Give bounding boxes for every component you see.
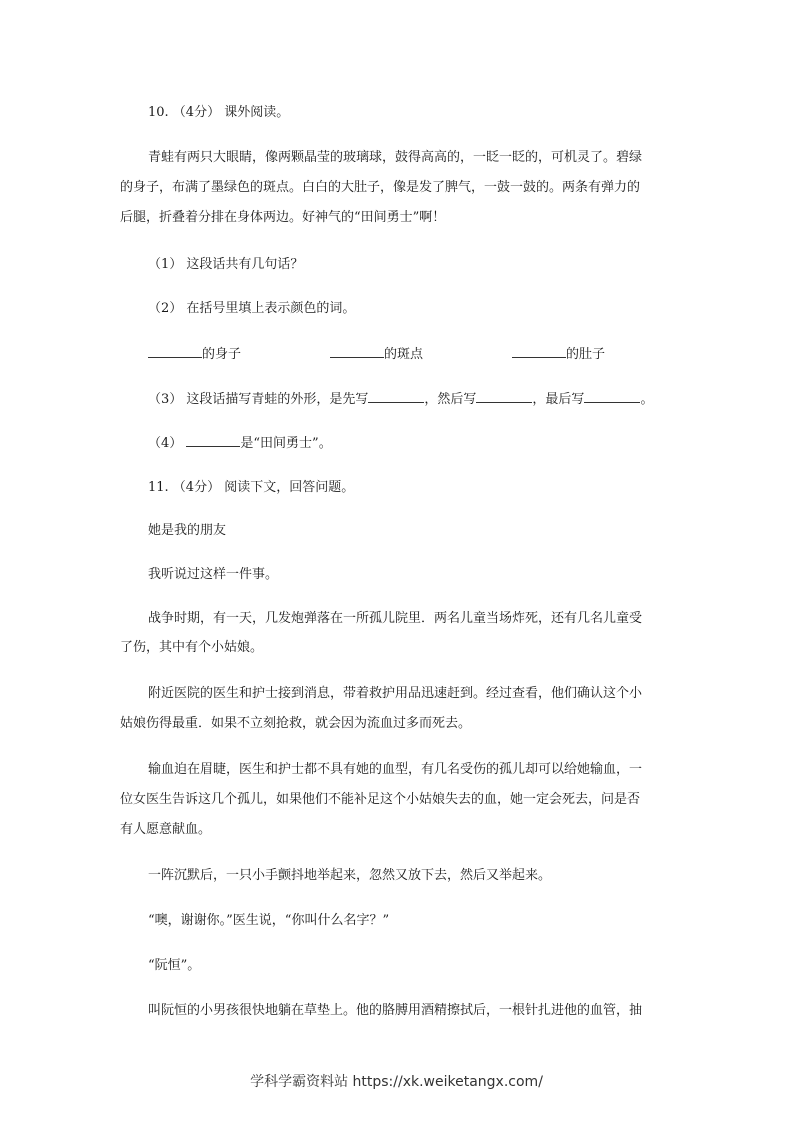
story-paragraph-line: 一阵沉默后，一只小手颤抖地举起来，忽然又放下去，然后又举起来。: [148, 868, 552, 883]
story-title: 她是我的朋友: [148, 523, 227, 538]
q10-sub-question-3: （3） 这段话描写青蛙的外形，是先写 ，然后写 ，最后写 。: [148, 392, 654, 407]
q10-sub-question-1: （1） 这段话共有几句话？: [148, 257, 304, 272]
q10-passage-line-1: 青蛙有两只大眼睛，像两颗晶莹的玻璃球，鼓得高高的，一眨一眨的，可机灵了。碧绿: [148, 150, 643, 165]
question-10-header: 10. （4分） 课外阅读。: [148, 105, 290, 120]
story-paragraph-line: 我听说过这样一件事。: [148, 567, 279, 582]
q10-sub-question-2: （2） 在括号里填上表示颜色的词。: [148, 301, 356, 316]
fill-blank-body: 的身子: [148, 345, 241, 363]
story-paragraph-line: 战争时期，有一天，几发炮弹落在一所孤儿院里．两名儿童当场炸死，还有几名儿童受: [148, 611, 643, 626]
story-paragraph-line: 附近医院的医生和护士接到消息，带着救护用品迅速赶到。经过查看，他们确认这个小: [148, 686, 643, 701]
answer-blank[interactable]: [148, 345, 202, 358]
story-paragraph-line: 姑娘伤得最重．如果不立刻抢救，就会因为流血过多而死去。: [120, 716, 472, 731]
story-paragraph-line: “阮恒”。: [148, 958, 201, 973]
answer-blank[interactable]: [330, 345, 384, 358]
q10-passage-line-2: 的身子，布满了墨绿色的斑点。白白的大肚子，像是发了脾气，一鼓一鼓的。两条有弹力的: [120, 180, 641, 195]
fill-blank-spots: 的斑点: [330, 345, 423, 363]
story-paragraph-line: 有人愿意献血。: [120, 822, 212, 837]
story-paragraph-line: “噢，谢谢你。”医生说，“你叫什么名字？”: [148, 913, 390, 928]
answer-blank[interactable]: [186, 434, 240, 447]
q10-passage-line-3: 后腿，折叠着分排在身体两边。好神气的“田间勇士”啊！: [120, 210, 446, 225]
answer-blank[interactable]: [584, 390, 640, 403]
answer-blank[interactable]: [476, 390, 532, 403]
story-paragraph-line: 输血迫在眉睫，医生和护士都不具有她的血型，有几名受伤的孤儿却可以给她输血，一: [148, 762, 643, 777]
answer-blank[interactable]: [512, 345, 566, 358]
answer-blank[interactable]: [368, 390, 424, 403]
fill-blank-belly: 的肚子: [512, 345, 605, 363]
site-footer: 学科学霸资料站 https://xk.weiketangx.com/: [250, 1074, 543, 1090]
q10-sub-question-4: （4） 是“田间勇士”。: [148, 436, 332, 451]
story-paragraph-line: 了伤，其中有个小姑娘。: [120, 640, 264, 655]
question-11-header: 11. （4分） 阅读下文，回答问题。: [148, 480, 355, 495]
story-paragraph-line: 位女医生告诉这几个孤儿，如果他们不能补足这个小姑娘失去的血，她一定会死去，问是否: [120, 792, 641, 807]
story-paragraph-line: 叫阮恒的小男孩很快地躺在草垫上。他的胳膊用酒精擦拭后，一根针扎进他的血管，抽: [148, 1003, 643, 1018]
